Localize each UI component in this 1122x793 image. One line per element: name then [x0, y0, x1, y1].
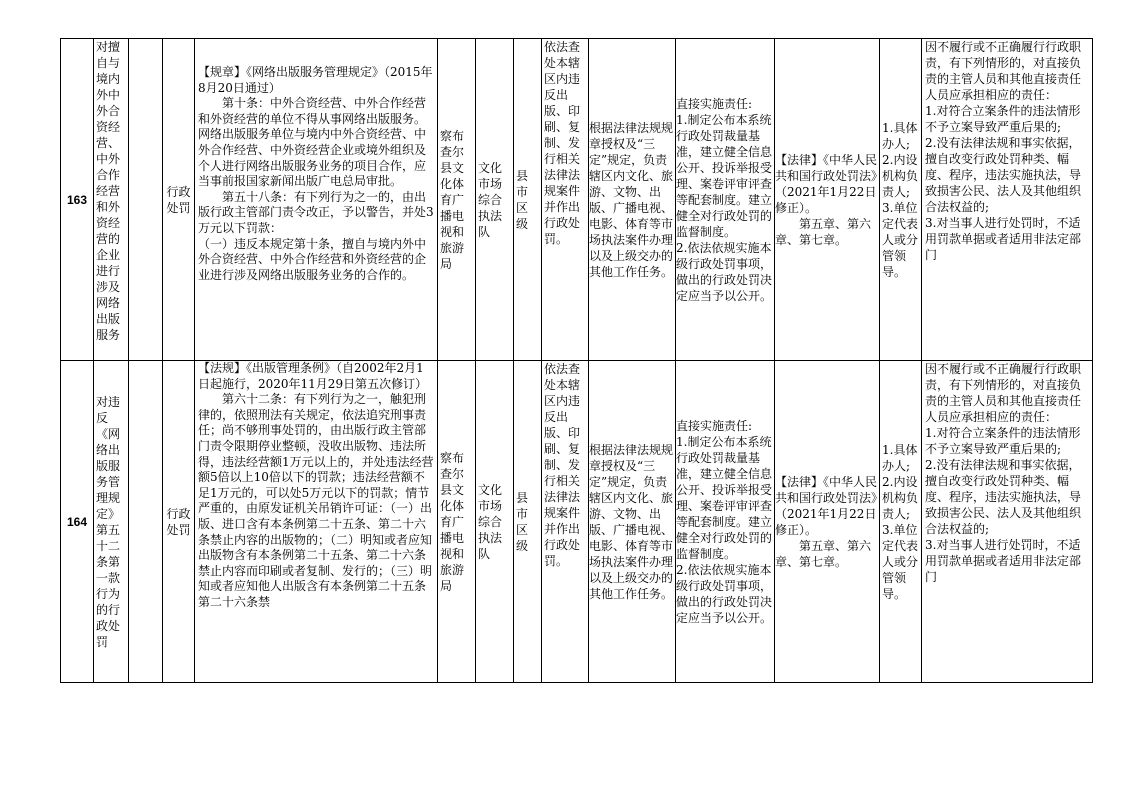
level: 县市区级 — [514, 361, 542, 683]
responsibility-subject: 根据法律法规规章授权及“三定”规定，负责辖区内文化、旅游、文物、出版、广播电视、电影、体育等市场执法案件办理以及上级交办的其他工作任务。 — [589, 361, 676, 683]
table-row — [61, 39, 1093, 361]
row-number: 164 — [61, 361, 94, 683]
responsible-persons: 1.具体办人; 2.内设机构负责人; 3.单位定代表人或分管领导。 — [880, 361, 922, 683]
responsibility-subject: 根据法律法规规章授权及“三定”规定，负责辖区内文化、旅游、文物、出版、广播电视、电影、体育等市场执法案件办理以及上级交办的其他工作任务。 — [589, 39, 676, 361]
power-type: 行政处罚 — [163, 39, 195, 361]
enforcement-scope: 依法查处本辖区内违反出版、印刷、复制、发行相关法律法规案件并作出行政处罚。 — [544, 362, 581, 568]
liability-circumstances: 因不履行或不正确履行行政职责，有下列情形的，对直接负责的主管人员和其他直接责任人员应承担相应的责任： 1.对符合立案条件的违法情形不予立案导致严重后果的; 2.没有法律法规和事实依据，擅自改变行政处罚种类、幅度、程序，违法实施执法，导致损害公民、法人及其他组织合法权益的; 3.对当事人进行处罚时，不适用罚款单据或者适用非法定部门 — [925, 40, 1082, 262]
responsibility-table — [60, 38, 1093, 683]
executing-unit: 文化市场综合执法队 — [476, 39, 514, 361]
row-number: 163 — [61, 39, 94, 361]
level: 县市区级 — [514, 39, 542, 361]
sub-item — [129, 39, 163, 361]
executing-unit: 文化市场综合执法队 — [476, 361, 514, 683]
enforcement-scope: 依法查处本辖区内违反出版、印刷、复制、发行相关法律法规案件并作出行政处罚。 — [544, 40, 581, 246]
accountability-basis: 【法律】《中华人民共和国行政处罚法》（2021年1月22日修正）。 第五章、第六章、第七章。 — [775, 39, 880, 361]
implementing-body: 察布查尔县文化体育广播电视和旅游局 — [438, 39, 476, 361]
legal-basis: 【规章】《网络出版服务管理规定》（2015年8月20日通过） 第十条：中外合资经营、中外合作经营和外资经营的单位不得从事网络出版服务。网络出版服务单位与境内中外合资经营、中外合作经营、中外资经营企业或境外组织及个人进行网络出版服务业务的项目合作，应当事前报国家新闻出版广电总局审批。 第五十八条：有下列行为之一的，由出版行政主管部门责令改正，予以警告，并处3万元以下罚款： （一）违反本规定第十条，擅自与境内外中外合资经营、中外合作经营和外资经营的企业进行涉及网络出版服务业务的合作的。 — [198, 65, 434, 282]
legal-basis: 【法规】《出版管理条例》（自2002年2月1日起施行，2020年11月29日第五次修订） 第六十二条：有下列行为之一，触犯刑律的，依照刑法有关规定，依法追究刑事责任；尚不够刑事处罚的，由出版行政主管部门责令限期停业整顿，没收出版物、违法所得，违法经营额1万元以上的，并处违法经营额5倍以上10倍以下的罚款；违法经营额不足1万元的，可以处5万元以下的罚款；情节严重的，由原发证机关吊销许可证：（一）出版、进口含有本条例第二十五条、第二十六条禁止内容的出版物的；（二）明知或者应知出版物含有本条例第二十五条、第二十六条禁止内容而印刷或者复制、发行的；（三）明知或者应知他人出版含有本条例第二十五条第二十六条禁 — [198, 361, 434, 609]
accountability-basis: 【法律】《中华人民共和国行政处罚法》（2021年1月22日修正）。 第五章、第六章、第七章。 — [775, 361, 880, 683]
sub-item — [129, 361, 163, 683]
item-name: 对违反《网络出版服务管理规定》第五十二条第一款行为的行政处罚 — [94, 361, 129, 683]
table-row — [61, 361, 1093, 683]
responsibility-items: 直接实施责任: 1.制定公布本系统行政处罚裁量基准，建立健全信息公开、投诉举报受理、案卷评审评查等配套制度。建立健全对行政处罚的监督制度。 2.依法依规实施本级行政处罚事项，做出的行政处罚决定应当予以公开。 — [676, 39, 775, 361]
power-type: 行政处罚 — [163, 361, 195, 683]
responsible-persons: 1.具体办人; 2.内设机构负责人; 3.单位定代表人或分管领导。 — [880, 39, 922, 361]
liability-circumstances: 因不履行或不正确履行行政职责，有下列情形的，对直接负责的主管人员和其他直接责任人员应承担相应的责任： 1.对符合立案条件的违法情形不予立案导致严重后果的; 2.没有法律法规和事实依据，擅自改变行政处罚种类、幅度、程序，违法实施执法，导致损害公民、法人及其他组织合法权益的; 3.对当事人进行处罚时，不适用罚款单据或者适用非法定部门 — [925, 362, 1082, 584]
responsibility-items: 直接实施责任: 1.制定公布本系统行政处罚裁量基准，建立健全信息公开、投诉举报受理、案卷评审评查等配套制度。建立健全对行政处罚的监督制度。 2.依法依规实施本级行政处罚事项，做出的行政处罚决定应当予以公开。 — [676, 361, 775, 683]
item-name: 对擅自与境内外中外合资经营、中外合作经营和外资经营的企业进行涉及网络出版服务 — [96, 40, 121, 342]
implementing-body: 察布查尔县文化体育广播电视和旅游局 — [438, 361, 476, 683]
